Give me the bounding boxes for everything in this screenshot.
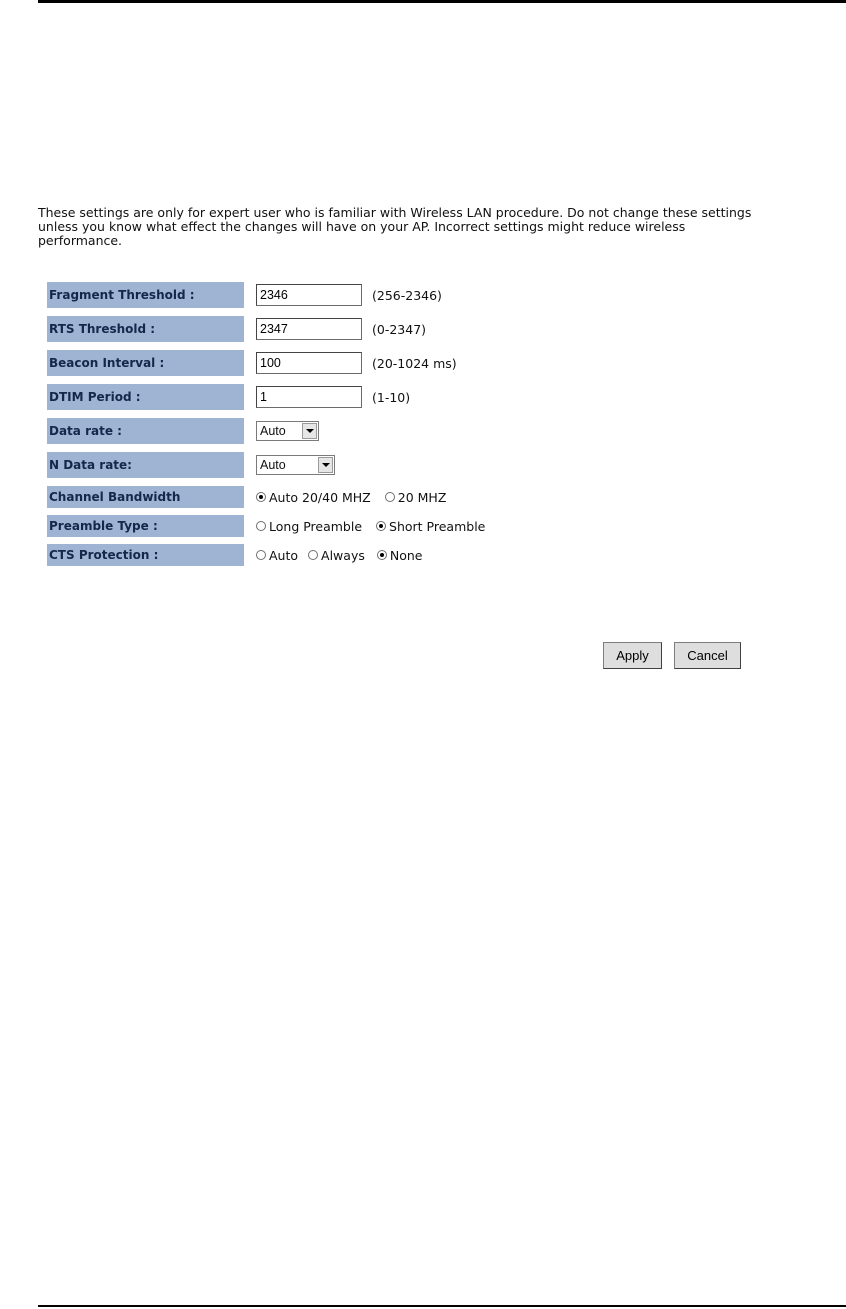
rts-threshold-label: RTS Threshold : [47,316,244,342]
radio-unchecked-icon[interactable] [385,492,395,502]
radio-bandwidth-auto[interactable] [256,490,371,505]
radio-cts-always-label: Always [321,547,365,563]
n-data-rate-select[interactable] [256,455,335,475]
radio-preamble-long[interactable] [256,519,362,534]
channel-bandwidth-label: Channel Bandwidth [47,486,244,508]
fragment-threshold-range: (256-2346) [372,287,442,303]
radio-cts-auto-label: Auto [269,547,299,563]
dtim-period-input[interactable] [256,386,362,408]
n-data-rate-label: N Data rate: [47,452,244,478]
data-rate-label: Data rate : [47,418,244,444]
preamble-type-row [47,515,607,537]
radio-unchecked-icon[interactable] [256,550,266,560]
radio-preamble-long-label: Long Preamble [269,518,363,534]
radio-checked-icon[interactable] [376,521,386,531]
top-rule [38,0,846,3]
cancel-button[interactable]: Cancel [674,642,741,669]
radio-cts-none-label: None [389,547,423,563]
data-rate-row [47,418,607,444]
beacon-interval-label: Beacon Interval : [47,350,244,376]
beacon-interval-input[interactable] [256,352,362,374]
radio-unchecked-icon[interactable] [256,521,266,531]
fragment-threshold-row [47,282,607,308]
n-data-rate-selected: Auto [260,458,286,472]
beacon-interval-row [47,350,607,376]
advanced-settings-form [47,282,607,573]
bottom-rule [38,1305,846,1307]
cts-protection-row [47,544,607,566]
dtim-period-row [47,384,607,410]
radio-bandwidth-20[interactable] [385,490,447,505]
channel-bandwidth-row [47,486,607,508]
apply-button[interactable]: Apply [603,642,662,669]
fragment-threshold-label: Fragment Threshold : [47,282,244,308]
chevron-down-icon[interactable] [302,423,317,439]
cts-protection-label: CTS Protection : [47,544,244,566]
rts-threshold-input[interactable] [256,318,362,340]
preamble-type-label: Preamble Type : [47,515,244,537]
n-data-rate-row [47,452,607,478]
beacon-interval-range: (20-1024 ms) [372,355,457,371]
dtim-period-label: DTIM Period : [47,384,244,410]
fragment-threshold-input[interactable] [256,284,362,306]
rts-threshold-row [47,316,607,342]
dtim-period-range: (1-10) [372,389,411,405]
radio-checked-icon[interactable] [256,492,266,502]
radio-cts-always[interactable] [308,548,365,563]
radio-checked-icon[interactable] [377,550,387,560]
radio-bandwidth-auto-label: Auto 20/40 MHZ [269,489,371,505]
radio-cts-none[interactable] [377,548,423,563]
radio-unchecked-icon[interactable] [308,550,318,560]
rts-threshold-range: (0-2347) [372,321,427,337]
radio-preamble-short-label: Short Preamble [389,518,486,534]
radio-preamble-short[interactable] [376,519,485,534]
radio-bandwidth-20-label: 20 MHZ [397,489,447,505]
chevron-down-icon[interactable] [318,457,333,473]
intro-text: These settings are only for expert user who is familiar with Wireless LAN procedure. Do not change these settings unless you know what effect the changes will have on your AP. Incorrect settings might reduce wireless performance. [38,205,752,248]
data-rate-select[interactable] [256,421,319,441]
radio-cts-auto[interactable] [256,548,298,563]
data-rate-selected: Auto [260,424,286,438]
